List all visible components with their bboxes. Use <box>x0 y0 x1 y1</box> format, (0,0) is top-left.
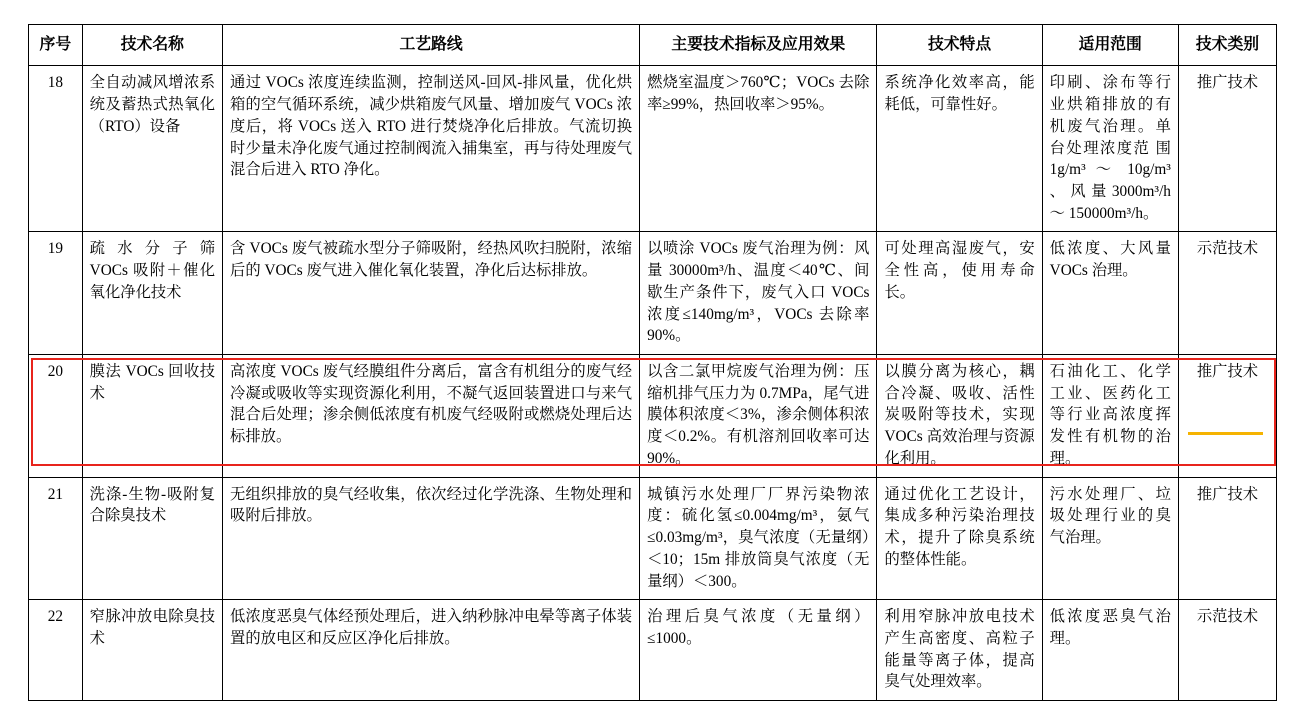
column-header-features: 技术特点 <box>877 25 1042 66</box>
cell-tech-name: 疏 水 分 子 筛 VOCs 吸附＋催化氧化净化技术 <box>82 232 222 355</box>
cell-indicators: 以喷涂 VOCs 废气治理为例：风量 30000m³/h、温度＜40℃、间歇生产条件下，废气入口 VOCs 浓度≤140mg/m³，VOCs 去除率 90%。 <box>640 232 877 355</box>
cell-indicators: 治理后臭气浓度（无量纲）≤1000。 <box>640 600 877 701</box>
category-label: 示范技术 <box>1196 608 1259 626</box>
cell-scope: 低浓度恶臭气治理。 <box>1042 600 1178 701</box>
category-label: 推广技术 <box>1196 74 1259 92</box>
cell-indicators: 燃烧室温度＞760℃；VOCs 去除率≥99%，热回收率＞95%。 <box>640 66 877 232</box>
category-label: 推广技术 <box>1196 363 1259 381</box>
cell-process-route: 高浓度 VOCs 废气经膜组件分离后，富含有机组分的废气经冷凝或吸收等实现资源化利用，不凝气返回装置进口与来气混合后处理；渗余侧低浓度有机废气经吸附或燃烧处理后达标排放。 <box>223 355 640 478</box>
cell-tech-name: 窄脉冲放电除臭技术 <box>82 600 222 701</box>
table-row-highlighted <box>29 355 1277 478</box>
cell-scope: 石油化工、化学工业、医药化工等行业高浓度挥发性有机物的治理。 <box>1042 355 1178 478</box>
technology-catalog-table <box>28 24 1277 701</box>
cell-indicators: 以含二氯甲烷废气治理为例：压缩机排气压力为 0.7MPa，尾气进膜体积浓度＜3%，渗余侧体积浓度＜0.2%。有机溶剂回收率可达 90%。 <box>640 355 877 478</box>
cell-features: 利用窄脉冲放电技术产生高密度、高粒子能量等离子体，提高臭气处理效率。 <box>877 600 1042 701</box>
column-header-scope: 适用范围 <box>1042 25 1178 66</box>
cell-process-route: 通过 VOCs 浓度连续监测，控制送风-回风-排风量，优化烘箱的空气循环系统，减少烘箱废气风量、增加废气 VOCs 浓度后，将 VOCs 送入 RTO 进行焚烧净化后排放。气流切换时少量未净化废气通过控制阀流入捕集室，再与待处理废气混合后进入 RTO 净化。 <box>223 66 640 232</box>
table-row <box>29 477 1277 600</box>
cell-scope: 印刷、涂布等行业烘箱排放的有机废气治理。单台处理浓度范 围 1g/m³ ～ 10g/m³ 、 风 量 3000m³/h ～ 150000m³/h。 <box>1042 66 1178 232</box>
cell-index: 21 <box>29 477 83 600</box>
cell-index: 19 <box>29 232 83 355</box>
column-header-indicators: 主要技术指标及应用效果 <box>640 25 877 66</box>
table-row <box>29 232 1277 355</box>
table-row <box>29 66 1277 232</box>
category-label: 示范技术 <box>1196 240 1259 258</box>
category-label: 推广技术 <box>1196 485 1259 503</box>
cell-features: 系统净化效率高，能耗低，可靠性好。 <box>877 66 1042 232</box>
cell-category <box>1178 355 1276 478</box>
cell-category <box>1178 66 1276 232</box>
cell-process-route: 无组织排放的臭气经收集，依次经过化学洗涤、生物处理和吸附后排放。 <box>223 477 640 600</box>
column-header-index: 序号 <box>29 25 83 66</box>
cell-tech-name: 全自动减风增浓系统及蓄热式热氧化（RTO）设备 <box>82 66 222 232</box>
column-header-tech-name: 技术名称 <box>82 25 222 66</box>
cell-features: 以膜分离为核心，耦合冷凝、吸收、活性炭吸附等技术，实现 VOCs 高效治理与资源化利用。 <box>877 355 1042 478</box>
cell-process-route: 含 VOCs 废气被疏水型分子筛吸附，经热风吹扫脱附，浓缩后的 VOCs 废气进入催化氧化装置，净化后达标排放。 <box>223 232 640 355</box>
cell-category <box>1178 232 1276 355</box>
cell-index: 18 <box>29 66 83 232</box>
cell-category <box>1178 600 1276 701</box>
cell-index: 20 <box>29 355 83 478</box>
cell-features: 通过优化工艺设计，集成多种污染治理技术，提升了除臭系统的整体性能。 <box>877 477 1042 600</box>
cell-scope: 低浓度、大风量 VOCs 治理。 <box>1042 232 1178 355</box>
cell-tech-name: 膜法 VOCs 回收技术 <box>82 355 222 478</box>
cell-scope: 污水处理厂、垃圾处理行业的臭气治理。 <box>1042 477 1178 600</box>
cell-indicators: 城镇污水处理厂厂界污染物浓度：硫化氢≤0.004mg/m³，氨气≤0.03mg/m³，臭气浓度（无量纲）＜10；15m 排放筒臭气浓度（无量纲）＜300。 <box>640 477 877 600</box>
column-header-process-route: 工艺路线 <box>223 25 640 66</box>
cell-features: 可处理高湿废气，安全性高，使用寿命长。 <box>877 232 1042 355</box>
cell-category <box>1178 477 1276 600</box>
table-row <box>29 600 1277 701</box>
cell-process-route: 低浓度恶臭气体经预处理后，进入纳秒脉冲电晕等离子体装置的放电区和反应区净化后排放。 <box>223 600 640 701</box>
column-header-category: 技术类别 <box>1178 25 1276 66</box>
cell-index: 22 <box>29 600 83 701</box>
cell-tech-name: 洗涤-生物-吸附复合除臭技术 <box>82 477 222 600</box>
table-header-row <box>29 25 1277 66</box>
